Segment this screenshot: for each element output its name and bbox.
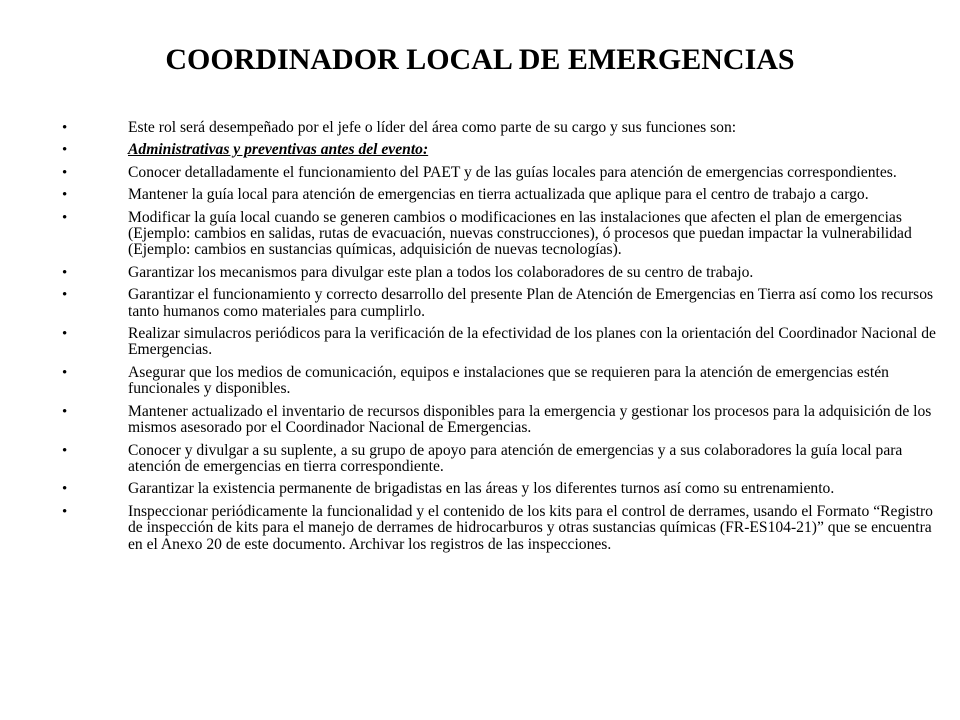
bullet-icon: •	[62, 481, 68, 498]
bullet-item	[62, 504, 948, 553]
bullet-icon: •	[62, 164, 68, 181]
bullet-text: Mantener la guía local para atención de emergencias en tierra actualizada que aplique para el centro de trabajo a cargo.	[128, 186, 869, 204]
bullet-item	[62, 326, 948, 359]
bullet-item	[62, 120, 948, 136]
bullet-text: Garantizar el funcionamiento y correcto desarrollo del presente Plan de Atención de Emergencias en Tierra así como los recursos tanto humanos como materiales para cumplirlo.	[128, 286, 934, 320]
bullet-icon: •	[62, 364, 68, 381]
bullet-icon: •	[62, 442, 68, 459]
bullet-text: Realizar simulacros periódicos para la verificación de la efectividad de los planes con la orientación del Coordinador Nacional de Emergencias.	[128, 325, 936, 359]
bullet-item	[62, 165, 948, 181]
bullet-icon: •	[62, 503, 68, 520]
bullet-text: Conocer y divulgar a su suplente, a su grupo de apoyo para atención de emergencias y a sus colaboradores la guía local para atención de emergencias en tierra correspondiente.	[128, 441, 903, 475]
bullet-icon: •	[62, 287, 68, 304]
bullet-icon: •	[62, 403, 68, 420]
bullet-list	[62, 120, 948, 559]
bullet-item	[62, 365, 948, 398]
bullet-item	[62, 210, 948, 259]
bullet-text: Inspeccionar periódicamente la funcionalidad y el contenido de los kits para el control de derrames, usando el Formato “Registro de inspección de kits para el manejo de derrames de hidrocarburos y otras sustancias químicas (FR-ES104-21)” que se encuentra en el Anexo 20 de este documento. Archivar los registros de las inspecciones.	[128, 502, 933, 553]
section-heading: Administrativas y preventivas antes del evento:	[128, 141, 429, 159]
bullet-text: Garantizar los mecanismos para divulgar este plan a todos los colaboradores de su centro de trabajo.	[128, 263, 754, 281]
bullet-icon: •	[62, 142, 68, 159]
bullet-icon: •	[62, 120, 68, 136]
bullet-text: Modificar la guía local cuando se generen cambios o modificaciones en las instalaciones que afecten el plan de emergencias (Ejemplo: cambios en salidas, rutas de evacuación, nuevas construcciones), ó procesos que puedan impactar la vulnerabilidad (Ejemplo: cambios en sustancias químicas, adquisición de nuevas tecnologías).	[128, 208, 912, 259]
bullet-icon: •	[62, 326, 68, 343]
bullet-item	[62, 265, 948, 281]
bullet-item	[62, 481, 948, 497]
bullet-icon: •	[62, 264, 68, 281]
bullet-icon: •	[62, 187, 68, 204]
bullet-item	[62, 287, 948, 320]
bullet-item	[62, 187, 948, 203]
bullet-item	[62, 443, 948, 476]
bullet-text: Conocer detalladamente el funcionamiento del PAET y de las guías locales para atención de emergencias correspondientes.	[128, 163, 897, 181]
bullet-text: Asegurar que los medios de comunicación, equipos e instalaciones que se requieren para la atención de emergencias estén funcionales y disponibles.	[128, 363, 889, 398]
bullet-item	[62, 404, 948, 437]
bullet-item	[62, 142, 948, 158]
slide-title: COORDINADOR LOCAL DE EMERGENCIAS	[165, 43, 795, 76]
bullet-text: Garantizar la existencia permanente de brigadistas en las áreas y los diferentes turnos así como su entrenamiento.	[128, 480, 835, 498]
bullet-icon: •	[62, 209, 68, 226]
bullet-text: Mantener actualizado el inventario de recursos disponibles para la emergencia y gestionar los procesos para la adquisición de los mismos asesorado por el Coordinador Nacional de Emergencias.	[128, 402, 932, 437]
bullet-text: Este rol será desempeñado por el jefe o líder del área como parte de su cargo y sus funciones son:	[128, 119, 737, 136]
